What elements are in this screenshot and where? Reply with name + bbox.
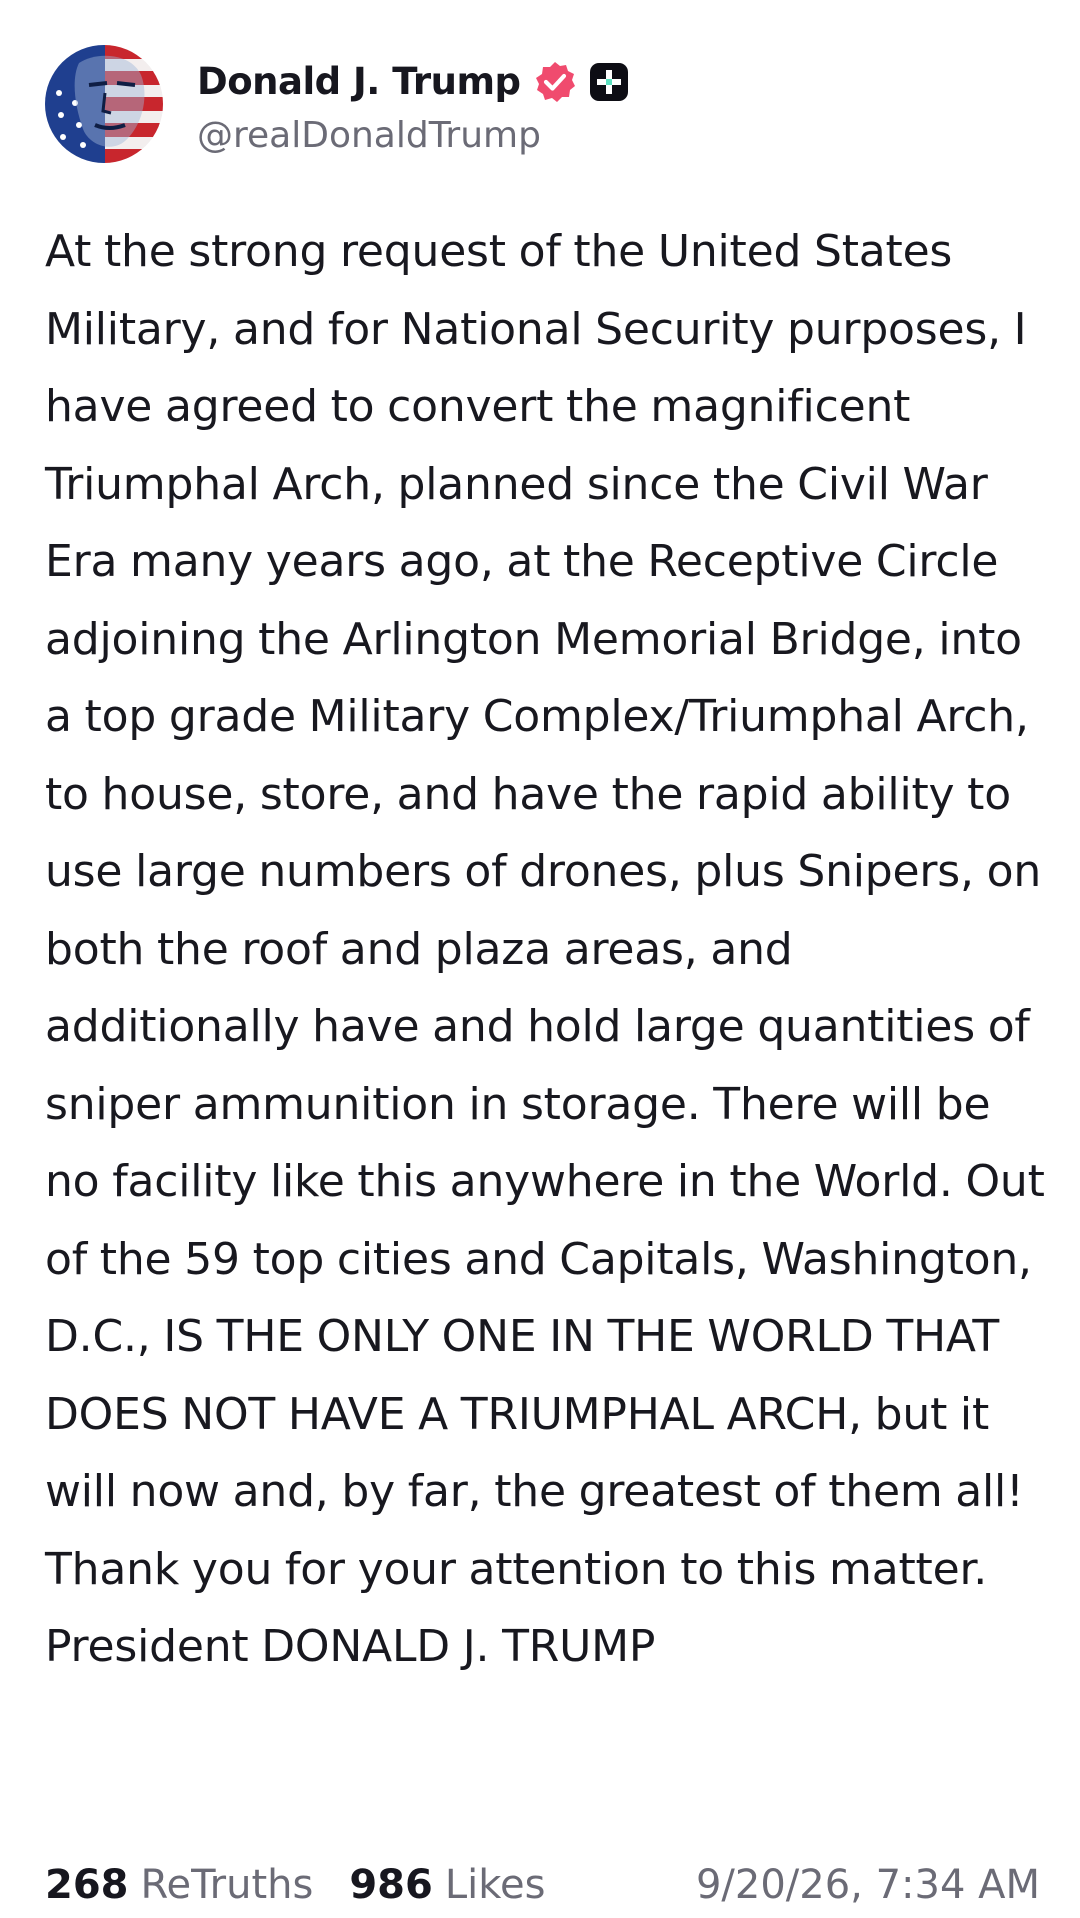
author-display-name[interactable]: Donald J. Trump: [197, 60, 521, 103]
post-timestamp[interactable]: 9/20/26, 7:34 AM: [695, 1862, 1040, 1908]
post-body-text: At the strong request of the United States Military, and for National Security purposes, I have agreed to convert the magnificent Triumphal Arch, planned since the Civil War Era many years ago, at the Receptive Circle adjoining the Arlington Memorial Bridge, into a top grade Military Complex/Triumphal Arch, to house, store, and have the rapid ability to use large numbers of drones, plus Snipers, on both the roof and plaza areas, and additionally have and hold large quantities of sniper ammunition in storage. There will be no facility like this anywhere in the World. Out of the 59 top cities and Capitals, Washington, D.C., IS THE ONLY ONE IN THE WORLD THAT DOES NOT HAVE A TRIUMPHAL ARCH, but it will now and, by far, the greatest of them all! Thank you for your attention to this matter. President DONALD J. TRUMP: [45, 226, 1045, 1672]
verified-badge-icon: [533, 60, 577, 104]
avatar[interactable]: [45, 45, 163, 163]
retruths-stat[interactable]: [45, 1862, 313, 1908]
likes-label: Likes: [444, 1862, 546, 1908]
flag-portrait-avatar-icon: [45, 45, 163, 163]
plus-badge-icon: [589, 62, 629, 102]
author-names: [197, 53, 629, 156]
name-row: [197, 53, 629, 111]
post-header: [45, 45, 629, 163]
author-handle[interactable]: @realDonaldTrump: [197, 114, 541, 156]
retruths-count: 268: [45, 1862, 129, 1908]
likes-count: 986: [349, 1862, 433, 1908]
likes-stat[interactable]: [349, 1862, 545, 1908]
post-footer: [45, 1860, 1040, 1910]
retruths-label: ReTruths: [140, 1862, 314, 1908]
